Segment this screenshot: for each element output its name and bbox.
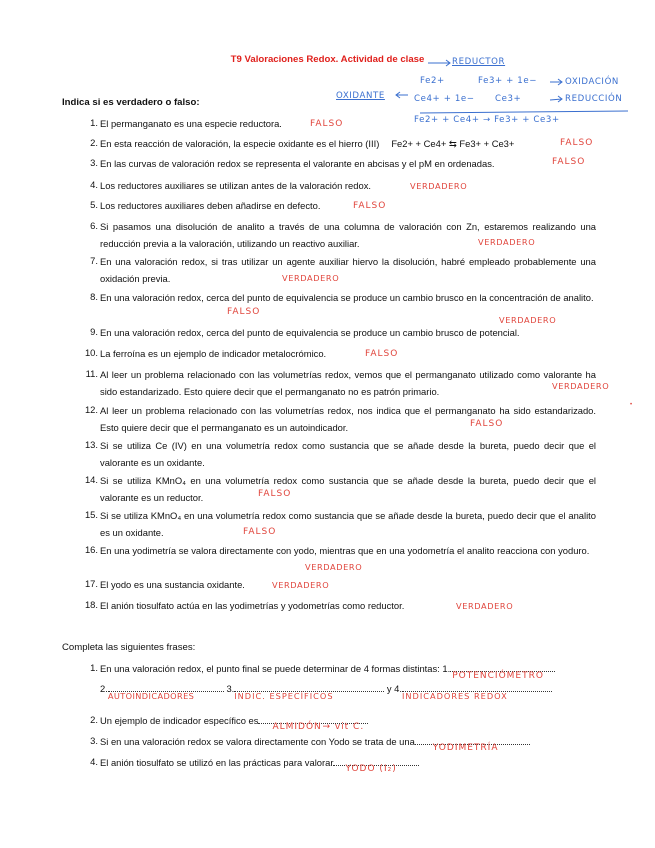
complete-q3-number: 3. bbox=[90, 735, 98, 746]
complete-q3-text: Si en una valoración redox se valora directamente con Yodo se trata de una bbox=[100, 736, 415, 747]
question-text bbox=[100, 403, 596, 436]
question-text bbox=[100, 325, 596, 342]
handwritten-answer: VERDADERO bbox=[499, 315, 557, 325]
question-number: 7. bbox=[90, 255, 98, 266]
question-number: 13. bbox=[84, 439, 98, 450]
complete-q2-answer: ALMIDÓN bbox=[272, 722, 322, 732]
question-text bbox=[100, 346, 596, 363]
question-number: 12. bbox=[84, 404, 98, 415]
complete-q1-answer-3: INDIC. ESPECÍFICOS bbox=[234, 691, 334, 701]
question-number: 15. bbox=[84, 509, 98, 520]
question-formula: Fe2+ + Ce4+ ⇆ Fe3+ + Ce3+ bbox=[391, 138, 515, 149]
question-number: 16. bbox=[84, 544, 98, 555]
question-number: 17. bbox=[84, 578, 98, 589]
handwritten-answer: VERDADERO bbox=[478, 237, 536, 247]
question-statement: En una valoración redox, cerca del punto de equivalencia se produce un cambio brusco en la concentración de analito. bbox=[100, 292, 594, 303]
handwritten-answer: FALSO bbox=[552, 157, 586, 167]
question-number: 14. bbox=[84, 474, 98, 485]
question-number: 5. bbox=[90, 199, 98, 210]
equation-total: Fe2+ + Ce4+ → Fe3+ + Ce3+ bbox=[414, 115, 560, 125]
question-number: 3. bbox=[90, 157, 98, 168]
question-number: 1. bbox=[90, 117, 98, 128]
complete-q2-text: Un ejemplo de indicador específico es bbox=[100, 715, 259, 726]
question-text bbox=[100, 438, 596, 471]
handwritten-answer: FALSO bbox=[353, 201, 387, 211]
question-statement: En una valoración redox, cerca del punto de equivalencia se produce un cambio brusco de potencial. bbox=[100, 327, 520, 338]
question-statement: Si se utiliza KMnO₄ en una volumetría redox como sustancia que se añade desde la bureta, puedo decir que el valorante es un reductor. bbox=[100, 475, 596, 503]
question-number: 18. bbox=[84, 599, 98, 610]
complete-q1-text: En una valoración redox, el punto final se puede determinar de 4 formas distintas: 1. bbox=[100, 663, 451, 674]
question-text bbox=[100, 508, 596, 541]
page-title: T9 Valoraciones Redox. Actividad de clase bbox=[230, 54, 425, 65]
handwritten-answer: VERDADERO bbox=[272, 580, 330, 590]
question-text bbox=[100, 156, 596, 173]
handwritten-answer: VERDADERO bbox=[552, 381, 610, 391]
question-text bbox=[100, 367, 596, 400]
complete-q1-answer-2: AUTOINDICADORES bbox=[107, 691, 195, 701]
reduccion-label: REDUCCIÓN bbox=[565, 94, 623, 104]
equation-fe-left: Fe2+ bbox=[420, 76, 445, 86]
handwritten-answer: VERDADERO bbox=[282, 273, 340, 283]
equation-fe-right: Fe3+ + 1e− bbox=[478, 76, 538, 86]
question-statement: Los reductores auxiliares se utilizan antes de la valoración redox. bbox=[100, 180, 371, 191]
question-number: 2. bbox=[90, 137, 98, 148]
complete-q3-line bbox=[100, 734, 596, 751]
oxidacion-label: OXIDACIÓN bbox=[565, 77, 619, 87]
question-statement: Al leer un problema relacionado con las volumetrías redox, nos indica que el permanganato ha sido estandarizado. Esto quiere decir que el permanganato es un autoindicador. bbox=[100, 405, 596, 433]
complete-q2-note: → vit C. bbox=[322, 722, 365, 732]
question-statement: En una valoración redox, si tras utilizar un agente auxiliar hiervo la disolución, habré empleado probablemente una oxidación previa. bbox=[100, 256, 596, 284]
question-statement: El anión tiosulfato actúa en las yodimetrías y yodometrías como reductor. bbox=[100, 600, 405, 611]
complete-q4-answer: YODO (I₂) bbox=[345, 764, 397, 774]
complete-q3-answer: YODIMETRÍA bbox=[432, 743, 499, 753]
handwritten-answer: FALSO bbox=[310, 119, 344, 129]
question-text bbox=[100, 543, 596, 560]
question-text bbox=[100, 598, 596, 615]
handwritten-answer: VERDADERO bbox=[305, 562, 363, 572]
complete-q2-line bbox=[100, 713, 596, 730]
question-text bbox=[100, 290, 596, 307]
question-number: 4. bbox=[90, 179, 98, 190]
handwritten-answer: FALSO bbox=[470, 419, 504, 429]
question-statement: El permanganato es una especie reductora. bbox=[100, 118, 282, 129]
question-statement: En una yodimetría se valora directamente con yodo, mientras que en una yodometría el analito reacciona con yoduro. bbox=[100, 545, 590, 556]
section-2-heading: Completa las siguientes frases: bbox=[62, 642, 196, 653]
question-statement: Los reductores auxiliares deben añadirse en defecto. bbox=[100, 200, 321, 211]
question-statement: Al leer un problema relacionado con las volumetrías redox, vemos que el permanganato utilizado como valorante ha sido estandarizado. Esto quiere decir que el permanganato no es patrón primario. bbox=[100, 369, 596, 397]
handwritten-answer: FALSO bbox=[365, 349, 399, 359]
question-statement: El yodo es una sustancia oxidante. bbox=[100, 579, 245, 590]
question-text bbox=[100, 577, 596, 594]
complete-q1-n3: 3. bbox=[226, 683, 235, 694]
question-statement: Si se utiliza KMnO₄ en una volumetría redox como sustancia que se añade desde la bureta, puedo decir que el analito es un oxidante. bbox=[100, 510, 596, 538]
question-text bbox=[100, 219, 596, 252]
complete-q1-answer-1: POTENCIÓMETRO bbox=[452, 671, 544, 681]
complete-q1-number: 1. bbox=[90, 662, 98, 673]
stray-red-mark: • bbox=[630, 402, 633, 408]
question-number: 10. bbox=[84, 347, 98, 358]
question-number: 9. bbox=[90, 326, 98, 337]
question-number: 8. bbox=[90, 291, 98, 302]
handwritten-answer: FALSO bbox=[258, 489, 292, 499]
question-text bbox=[100, 473, 596, 506]
complete-q4-number: 4. bbox=[90, 756, 98, 767]
question-statement: Si se utiliza Ce (IV) en una volumetría redox como sustancia que se añade desde la bureta, puedo decir que el valorante es un oxidante. bbox=[100, 440, 596, 468]
question-text bbox=[100, 254, 596, 287]
reductor-label: REDUCTOR bbox=[452, 57, 506, 67]
question-number: 6. bbox=[90, 220, 98, 231]
question-number: 11. bbox=[85, 368, 98, 379]
handwritten-answer: VERDADERO bbox=[410, 181, 468, 191]
question-statement: La ferroína es un ejemplo de indicador metalocrómico. bbox=[100, 348, 327, 359]
question-statement: En las curvas de valoración redox se representa el valorante en abcisas y el pM en ordenadas. bbox=[100, 158, 495, 169]
question-text bbox=[100, 116, 596, 133]
equation-ce-right: Ce3+ bbox=[495, 94, 522, 104]
complete-q1-line2 bbox=[100, 681, 596, 701]
question-text bbox=[100, 136, 596, 153]
complete-q4-line bbox=[100, 755, 596, 772]
question-statement: En esta reacción de valoración, la especie oxidante es el hierro (III) bbox=[100, 138, 380, 149]
complete-q2-number: 2. bbox=[90, 714, 98, 725]
question-text bbox=[100, 198, 596, 215]
question-text bbox=[100, 178, 596, 195]
complete-q1-line1 bbox=[100, 661, 596, 681]
complete-q1-n4: y 4. bbox=[386, 683, 402, 694]
section-1-heading: Indica si es verdadero o falso: bbox=[62, 97, 200, 108]
question-statement: Si pasamos una disolución de analito a través de una columna de valoración con Zn, estaremos realizando una reducción previa a la valoración, utilizando un reactivo auxiliar. bbox=[100, 221, 596, 249]
oxidante-label: OXIDANTE bbox=[336, 91, 385, 101]
equation-ce-left: Ce4+ + 1e− bbox=[414, 94, 475, 104]
handwritten-answer: FALSO bbox=[227, 307, 261, 317]
complete-q4-text: El anión tiosulfato se utilizó en las prácticas para valorar bbox=[100, 757, 334, 768]
handwritten-answer: VERDADERO bbox=[456, 601, 514, 611]
complete-q1-n2: 2. bbox=[100, 683, 108, 694]
complete-q1-answer-4: INDICADORES REDOX bbox=[402, 691, 508, 701]
handwritten-answer: FALSO bbox=[560, 138, 594, 148]
handwritten-answer: FALSO bbox=[243, 527, 277, 537]
